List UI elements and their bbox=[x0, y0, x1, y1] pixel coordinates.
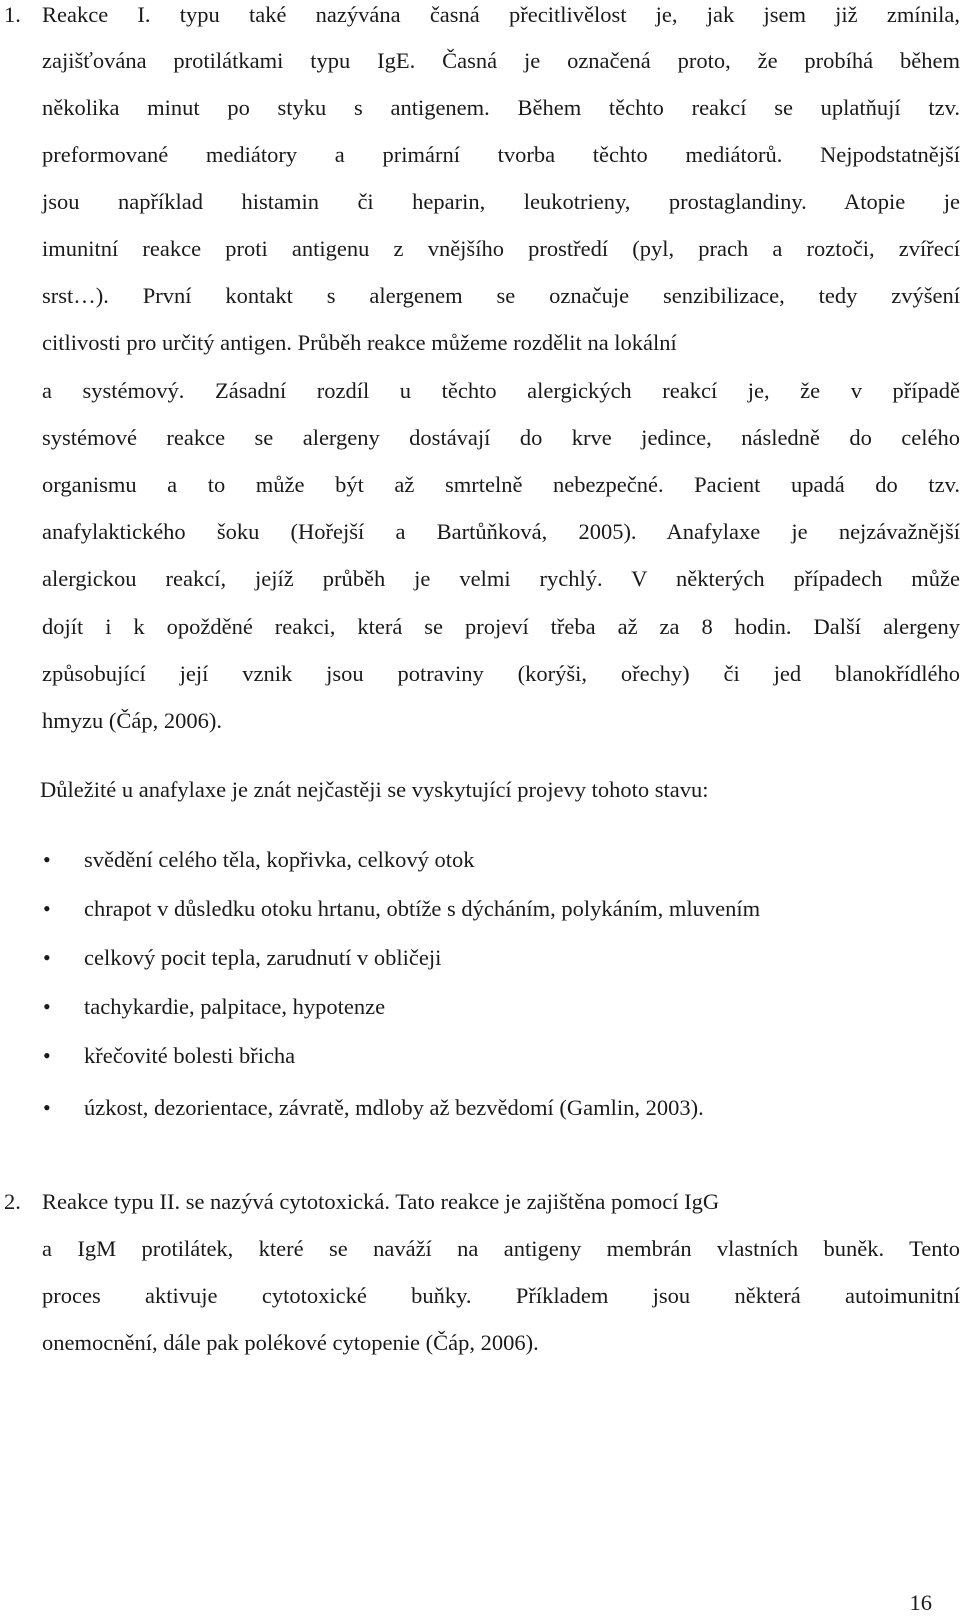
list-number-1: 1. bbox=[4, 2, 21, 27]
paragraph-line: srst…). První kontakt s alergenem se označuje senzibilizace, tedy zvýšení bbox=[42, 283, 960, 308]
paragraph-line: onemocnění, dále pak polékové cytopenie (Čáp, 2006). bbox=[42, 1330, 539, 1355]
paragraph-line: jsou například histamin či heparin, leukotrieny, prostaglandiny. Atopie je bbox=[42, 189, 960, 214]
bullet-icon: • bbox=[43, 945, 51, 970]
paragraph-line: organismu a to může být až smrtelně nebezpečné. Pacient upadá do tzv. bbox=[42, 472, 960, 497]
paragraph-line: anafylaktického šoku (Hořejší a Bartůňková, 2005). Anafylaxe je nejzávažnější bbox=[42, 519, 960, 544]
paragraph-line: dojít i k opožděné reakci, která se projeví třeba až za 8 hodin. Další alergeny bbox=[42, 614, 960, 639]
list-item: úzkost, dezorientace, závratě, mdloby až bezvědomí (Gamlin, 2003). bbox=[84, 1095, 704, 1120]
paragraph-line: preformované mediátory a primární tvorba těchto mediátorů. Nejpodstatnější bbox=[42, 142, 960, 167]
paragraph-line: hmyzu (Čáp, 2006). bbox=[42, 708, 222, 733]
paragraph-line: způsobující její vznik jsou potraviny (korýši, ořechy) či jed blanokřídlého bbox=[42, 661, 960, 686]
list-number-2: 2. bbox=[4, 1189, 21, 1214]
paragraph-line: alergickou reakcí, jejíž průběh je velmi rychlý. V některých případech může bbox=[42, 566, 960, 591]
paragraph-line: Reakce typu II. se nazývá cytotoxická. Tato reakce je zajištěna pomocí IgG bbox=[42, 1189, 720, 1214]
list-item: svědění celého těla, kopřivka, celkový otok bbox=[84, 847, 475, 872]
page-number: 16 bbox=[909, 1590, 932, 1615]
paragraph-line: Reakce I. typu také nazývána časná přecitlivělost je, jak jsem již zmínila, bbox=[42, 2, 960, 27]
paragraph-line: několika minut po styku s antigenem. Během těchto reakcí se uplatňují tzv. bbox=[42, 95, 960, 120]
anafylaxe-intro: Důležité u anafylaxe je znát nejčastěji se vyskytující projevy tohoto stavu: bbox=[40, 777, 709, 802]
list-item: celkový pocit tepla, zarudnutí v obličeji bbox=[84, 945, 442, 970]
list-item: chrapot v důsledku otoku hrtanu, obtíže s dýcháním, polykáním, mluvením bbox=[84, 896, 761, 921]
paragraph-line: a IgM protilátek, které se naváží na antigeny membrán vlastních buněk. Tento bbox=[42, 1236, 960, 1261]
paragraph-line: proces aktivuje cytotoxické buňky. Příkladem jsou některá autoimunitní bbox=[42, 1283, 960, 1308]
list-item: tachykardie, palpitace, hypotenze bbox=[84, 994, 386, 1019]
bullet-icon: • bbox=[43, 994, 51, 1019]
paragraph-line: systémové reakce se alergeny dostávají do krve jedince, následně do celého bbox=[42, 425, 960, 450]
paragraph-line: a systémový. Zásadní rozdíl u těchto alergických reakcí je, že v případě bbox=[42, 378, 960, 403]
list-item: křečovité bolesti břicha bbox=[84, 1043, 296, 1068]
bullet-icon: • bbox=[43, 1043, 51, 1068]
bullet-icon: • bbox=[43, 847, 51, 872]
paragraph-line: zajišťována protilátkami typu IgE. Časná je označená proto, že probíhá během bbox=[42, 48, 960, 73]
paragraph-line: imunitní reakce proti antigenu z vnějšího prostředí (pyl, prach a roztoči, zvířecí bbox=[42, 236, 960, 261]
paragraph-line: citlivosti pro určitý antigen. Průběh reakce můžeme rozdělit na lokální bbox=[42, 330, 677, 355]
bullet-icon: • bbox=[43, 896, 51, 921]
bullet-icon: • bbox=[43, 1095, 51, 1120]
